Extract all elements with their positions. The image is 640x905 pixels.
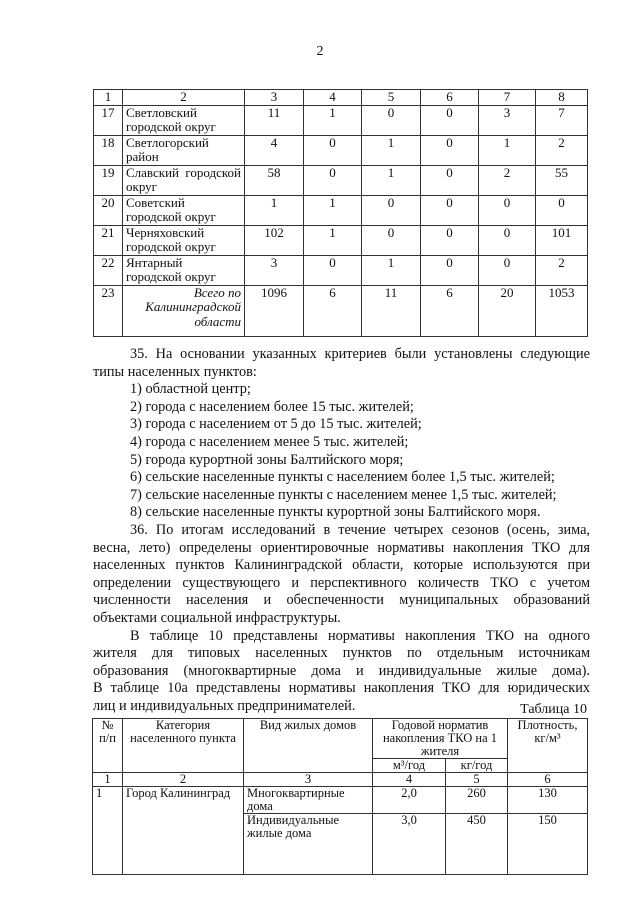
value-cell: 0 — [421, 165, 479, 195]
row-m3: 2,0 — [373, 787, 446, 814]
district-name: Черняховский городской округ — [123, 225, 245, 255]
table-row — [94, 165, 588, 195]
text-line: В таблице 10 представлены нормативы накопления ТКО на одного — [130, 627, 590, 644]
table-row — [94, 135, 588, 165]
value-cell: 1 — [304, 105, 362, 135]
value-cell: 0 — [421, 195, 479, 225]
value-cell: 102 — [245, 225, 304, 255]
value-cell: 3 — [479, 105, 536, 135]
value-cell: 0 — [304, 255, 362, 285]
column-numbers-row — [93, 773, 588, 787]
row-num: 21 — [94, 225, 123, 255]
row-num: 18 — [94, 135, 123, 165]
value-cell: 0 — [362, 225, 421, 255]
column-number: 5 — [446, 773, 508, 787]
table-row — [94, 105, 588, 135]
table-caption: Таблица 10 — [520, 702, 587, 717]
total-row — [94, 285, 588, 336]
table-header-row — [93, 719, 588, 759]
table-row — [94, 195, 588, 225]
text-line: 4) города с населением менее 5 тыс. жителей; — [130, 433, 409, 450]
value-cell: 7 — [536, 105, 588, 135]
text-line: 36. По итогам исследований в течение четырех сезонов (осень, зима, — [130, 521, 590, 538]
value-cell: 2 — [536, 255, 588, 285]
value-cell: 1 — [479, 135, 536, 165]
column-number: 1 — [93, 773, 123, 787]
table-header-row — [94, 90, 588, 106]
value-cell: 0 — [362, 105, 421, 135]
text-line: населенных пунктов Калининградской области, которые используются при — [93, 557, 590, 574]
row-num: 20 — [94, 195, 123, 225]
column-number: 6 — [508, 773, 588, 787]
row-num: 1 — [93, 787, 123, 875]
text-line: образования (многоквартирные дома и индивидуальные жилые дома). — [93, 662, 590, 679]
header-house-type: Вид жилых домов — [244, 719, 373, 773]
value-cell: 1 — [304, 225, 362, 255]
total-cell: 6 — [304, 285, 362, 336]
body-text — [93, 346, 590, 715]
text-line: лиц и индивидуальных предпринимателей. — [93, 697, 356, 714]
header-cell: 4 — [304, 90, 362, 106]
row-type: Многоквартирные дома — [244, 787, 373, 814]
district-name: Светловский городской округ — [123, 105, 245, 135]
district-name: Славский городской округ — [123, 165, 245, 195]
text-line: объектами социальной инфраструктуры. — [93, 609, 341, 626]
header-cell: 1 — [94, 90, 123, 106]
value-cell: 0 — [421, 135, 479, 165]
header-cell: 3 — [245, 90, 304, 106]
text-line: 3) города с населением от 5 до 15 тыс. жителей; — [130, 416, 422, 433]
value-cell: 1 — [304, 195, 362, 225]
value-cell: 2 — [536, 135, 588, 165]
value-cell: 11 — [245, 105, 304, 135]
value-cell: 0 — [421, 255, 479, 285]
row-category: Город Калининград — [123, 787, 244, 875]
value-cell: 0 — [304, 135, 362, 165]
header-cell: 5 — [362, 90, 421, 106]
text-line: типы населенных пунктов: — [93, 363, 257, 380]
column-number: 2 — [123, 773, 244, 787]
row-num: 22 — [94, 255, 123, 285]
header-kg: кг/год — [446, 759, 508, 773]
value-cell: 1 — [362, 255, 421, 285]
value-cell: 0 — [479, 225, 536, 255]
header-norm: Годовой норматив накопления ТКО на 1 жителя — [373, 719, 508, 759]
text-line: жителя для типовых населенных пунктов по отдельным источникам — [93, 645, 590, 662]
text-line: 7) сельские населенные пункты с населением менее 1,5 тыс. жителей; — [130, 486, 557, 503]
row-density: 150 — [508, 814, 588, 875]
value-cell: 0 — [421, 105, 479, 135]
total-label: Всего по Калининградской области — [123, 285, 245, 336]
page-number: 2 — [316, 44, 324, 59]
row-kg: 260 — [446, 787, 508, 814]
total-cell: 20 — [479, 285, 536, 336]
value-cell: 0 — [421, 225, 479, 255]
value-cell: 0 — [536, 195, 588, 225]
text-line: весна, лето) определены ориентировочные нормативы накопления ТКО для — [93, 539, 590, 556]
value-cell: 1 — [362, 165, 421, 195]
value-cell: 1 — [362, 135, 421, 165]
header-num: № п/п — [93, 719, 123, 773]
text-line: В таблице 10а представлены нормативы накопления ТКО для юридических — [93, 680, 590, 697]
row-type: Индивидуальные жилые дома — [244, 814, 373, 875]
value-cell: 0 — [479, 195, 536, 225]
row-m3: 3,0 — [373, 814, 446, 875]
total-cell: 1053 — [536, 285, 588, 336]
value-cell: 58 — [245, 165, 304, 195]
header-m3: м³/год — [373, 759, 446, 773]
total-cell: 11 — [362, 285, 421, 336]
value-cell: 55 — [536, 165, 588, 195]
value-cell: 1 — [245, 195, 304, 225]
column-number: 3 — [244, 773, 373, 787]
total-cell: 6 — [421, 285, 479, 336]
header-cell: 2 — [123, 90, 245, 106]
value-cell: 0 — [362, 195, 421, 225]
table-10 — [92, 718, 588, 875]
text-line: определении существующего и перспективного количеств ТКО с учетом — [93, 574, 590, 591]
value-cell: 2 — [479, 165, 536, 195]
table-row — [94, 225, 588, 255]
row-num: 17 — [94, 105, 123, 135]
value-cell: 101 — [536, 225, 588, 255]
header-density: Плотность, кг/м³ — [508, 719, 588, 773]
text-line: 1) областной центр; — [130, 381, 251, 398]
value-cell: 0 — [479, 255, 536, 285]
table-row — [93, 787, 588, 814]
header-cell: 8 — [536, 90, 588, 106]
text-line: 2) города с населением более 15 тыс. жителей; — [130, 398, 414, 415]
value-cell: 0 — [304, 165, 362, 195]
header-cell: 6 — [421, 90, 479, 106]
district-name: Янтарный городской округ — [123, 255, 245, 285]
value-cell: 4 — [245, 135, 304, 165]
row-kg: 450 — [446, 814, 508, 875]
header-cell: 7 — [479, 90, 536, 106]
text-line: 5) города курортной зоны Балтийского моря; — [130, 451, 404, 468]
text-line: 8) сельские населенные пункты курортной зоны Балтийского моря. — [130, 504, 541, 521]
row-density: 130 — [508, 787, 588, 814]
row-num: 19 — [94, 165, 123, 195]
value-cell: 3 — [245, 255, 304, 285]
text-line: 35. На основании указанных критериев были установлены следующие — [130, 346, 590, 362]
table-row — [94, 255, 588, 285]
total-cell: 23 — [94, 285, 123, 336]
total-cell: 1096 — [245, 285, 304, 336]
district-name: Светлогорский район — [123, 135, 245, 165]
settlements-table — [93, 89, 588, 337]
district-name: Советский городской округ — [123, 195, 245, 225]
column-number: 4 — [373, 773, 446, 787]
text-line: численности населения и обеспеченности муниципальных образований — [93, 592, 590, 609]
text-line: 6) сельские населенные пункты с населением более 1,5 тыс. жителей; — [130, 469, 555, 486]
header-category: Категория населенного пункта — [123, 719, 244, 773]
